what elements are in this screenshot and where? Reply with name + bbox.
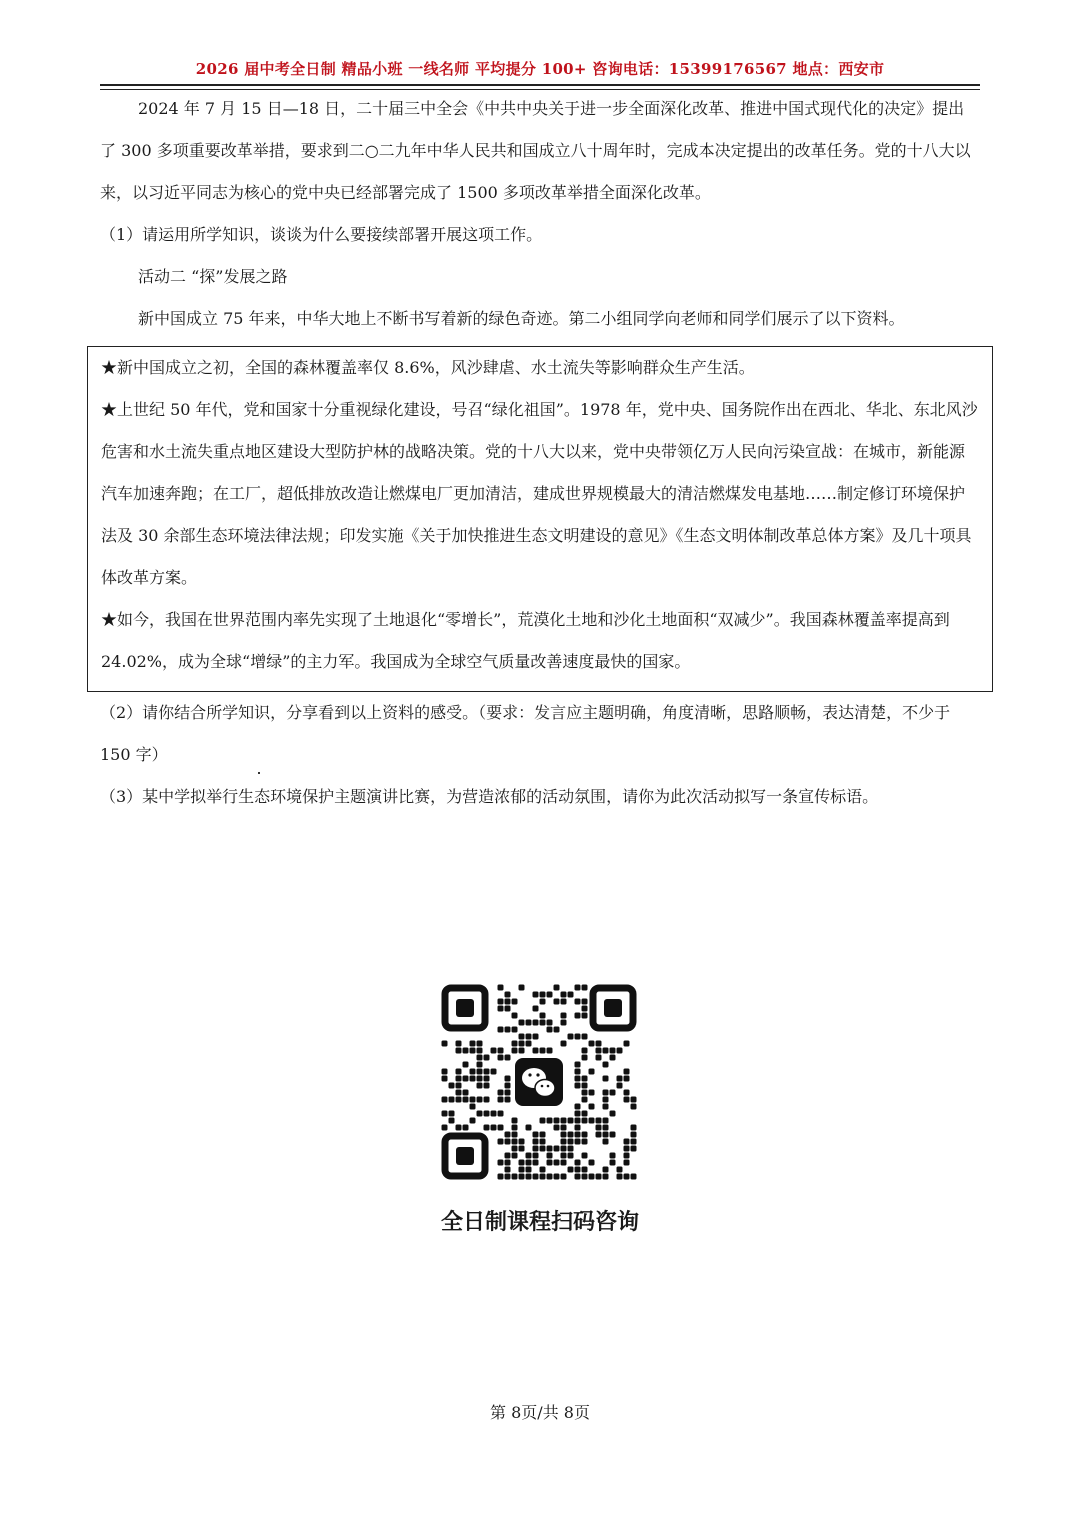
qr-module	[498, 1111, 504, 1117]
qr-module	[491, 1069, 497, 1075]
qr-module	[631, 1097, 637, 1103]
qr-module	[610, 1048, 616, 1054]
qr-module	[512, 1132, 518, 1138]
qr-module	[568, 1139, 574, 1145]
qr-module	[582, 999, 588, 1005]
qr-module	[624, 1174, 630, 1180]
qr-module	[491, 1111, 497, 1117]
qr-module	[505, 1055, 511, 1061]
qr-module	[575, 985, 581, 991]
qr-module	[554, 1160, 560, 1166]
qr-module	[603, 1125, 609, 1131]
qr-module	[512, 1153, 518, 1159]
qr-module	[596, 1041, 602, 1047]
qr-module	[624, 1041, 630, 1047]
qr-module	[477, 1048, 483, 1054]
qr-module	[498, 1125, 504, 1131]
qr-module	[575, 1174, 581, 1180]
qr-module	[582, 1055, 588, 1061]
qr-module	[596, 1055, 602, 1061]
qr-module	[484, 1055, 490, 1061]
stray-dot	[258, 772, 260, 774]
qr-module	[575, 1013, 581, 1019]
qr-module	[561, 1125, 567, 1131]
qr-module	[505, 1174, 511, 1180]
qr-module	[596, 1125, 602, 1131]
qr-module	[575, 999, 581, 1005]
qr-module	[512, 1146, 518, 1152]
qr-module	[505, 1006, 511, 1012]
qr-module	[484, 1076, 490, 1082]
qr-module	[512, 1048, 518, 1054]
qr-module	[449, 1083, 455, 1089]
qr-module	[470, 1069, 476, 1075]
qr-module	[603, 1174, 609, 1180]
qr-module	[568, 1167, 574, 1173]
qr-module	[456, 1048, 462, 1054]
qr-module	[533, 1160, 539, 1166]
qr-module	[505, 1076, 511, 1082]
qr-module	[554, 1146, 560, 1152]
qr-module	[470, 1048, 476, 1054]
qr-module	[582, 1097, 588, 1103]
qr-module	[624, 1076, 630, 1082]
qr-module	[470, 1041, 476, 1047]
qr-module	[505, 1160, 511, 1166]
qr-module	[533, 1153, 539, 1159]
qr-module	[456, 1041, 462, 1047]
qr-module	[505, 1132, 511, 1138]
qr-module	[470, 1104, 476, 1110]
qr-module	[568, 1132, 574, 1138]
qr-module	[582, 1111, 588, 1117]
qr-module	[575, 1125, 581, 1131]
qr-module	[610, 1160, 616, 1166]
qr-module	[582, 1174, 588, 1180]
qr-module	[575, 1167, 581, 1173]
qr-module	[603, 1139, 609, 1145]
qr-module	[442, 1076, 448, 1082]
qr-module	[533, 1048, 539, 1054]
qr-module	[512, 1013, 518, 1019]
qr-module	[561, 999, 567, 1005]
qr-module	[498, 1139, 504, 1145]
qr-module	[533, 1034, 539, 1040]
qr-code-graphic	[441, 984, 637, 1180]
qr-module	[575, 1160, 581, 1166]
qr-module	[554, 1174, 560, 1180]
qr-module	[582, 1090, 588, 1096]
qr-module	[463, 1125, 469, 1131]
document-body	[100, 88, 980, 818]
qr-module	[484, 1097, 490, 1103]
qr-module	[477, 1083, 483, 1089]
qr-module	[526, 1020, 532, 1026]
qr-module	[631, 1104, 637, 1110]
qr-module	[491, 1048, 497, 1054]
materials-box	[87, 346, 993, 692]
page-number: 第 8页/共 8页	[490, 1403, 590, 1422]
qr-module	[519, 985, 525, 991]
qr-module	[589, 1160, 595, 1166]
qr-module	[631, 1139, 637, 1145]
qr-module	[484, 1083, 490, 1089]
qr-module	[582, 1132, 588, 1138]
qr-module	[519, 1160, 525, 1166]
qr-module	[617, 1083, 623, 1089]
qr-module	[603, 1062, 609, 1068]
qr-module	[442, 1097, 448, 1103]
qr-module	[484, 1125, 490, 1131]
qr-module	[533, 992, 539, 998]
qr-module	[610, 1132, 616, 1138]
qr-module	[505, 1139, 511, 1145]
qr-module	[442, 1125, 448, 1131]
qr-module	[498, 1090, 504, 1096]
qr-module	[589, 1104, 595, 1110]
material-item: ★新中国成立之初，全国的森林覆盖率仅 8.6%，风沙肆虐、水土流失等影响群众生产生活。	[101, 358, 755, 377]
qr-module	[463, 1090, 469, 1096]
qr-module	[589, 1090, 595, 1096]
qr-module	[624, 1160, 630, 1166]
qr-module	[498, 1006, 504, 1012]
qr-module	[477, 1041, 483, 1047]
qr-module	[610, 1111, 616, 1117]
qr-module	[554, 985, 560, 991]
qr-module	[491, 1125, 497, 1131]
qr-module	[631, 1146, 637, 1152]
qr-module	[533, 1139, 539, 1145]
qr-module	[575, 1062, 581, 1068]
qr-module	[624, 1090, 630, 1096]
qr-module	[561, 1146, 567, 1152]
qr-module	[456, 1083, 462, 1089]
qr-module	[547, 1153, 553, 1159]
qr-module	[498, 985, 504, 991]
qr-module	[603, 1097, 609, 1103]
qr-module	[456, 1125, 462, 1131]
qr-module	[477, 1055, 483, 1061]
qr-module	[540, 1146, 546, 1152]
qr-module	[540, 1167, 546, 1173]
qr-module	[540, 1174, 546, 1180]
qr-module	[582, 1167, 588, 1173]
qr-module	[617, 1174, 623, 1180]
qr-module	[477, 1076, 483, 1082]
qr-module	[456, 1097, 462, 1103]
qr-module	[582, 1034, 588, 1040]
qr-module	[603, 1104, 609, 1110]
qr-module	[575, 1132, 581, 1138]
qr-module	[603, 1132, 609, 1138]
qr-module	[526, 1160, 532, 1166]
qr-module	[519, 1020, 525, 1026]
qr-module	[561, 1020, 567, 1026]
qr-module	[582, 1006, 588, 1012]
question-2: （2）请你结合所学知识，分享看到以上资料的感受。（要求：发言应主题明确，角度清晰，思路顺畅，表达清楚，不少于 150 字）	[100, 703, 951, 764]
qr-module	[582, 1118, 588, 1124]
qr-module	[456, 1090, 462, 1096]
qr-module	[575, 1069, 581, 1075]
qr-module	[449, 1111, 455, 1117]
qr-module	[561, 1139, 567, 1145]
qr-module	[561, 1174, 567, 1180]
qr-module	[547, 1160, 553, 1166]
header-divider	[100, 84, 980, 86]
qr-module	[617, 1076, 623, 1082]
qr-module	[540, 1118, 546, 1124]
intro-paragraph: 2024 年 7 月 15 日—18 日，二十届三中全会《中共中央关于进一步全面深化改革、推进中国式现代化的决定》提出了 300 多项重要改革举措，要求到二○二九年中华人民共和国成立八十周年时，完成本决定提出的改革任务。党的十八大以来，以习近平同志为核心的党中央已经部署完成了 1500 多项改革举措全面深化改革。	[100, 99, 971, 202]
qr-module	[568, 1034, 574, 1040]
qr-module	[547, 1146, 553, 1152]
qr-module	[554, 1027, 560, 1033]
activity-2-description: 新中国成立 75 年来，中华大地上不断书写着新的绿色奇迹。第二小组同学向老师和同学们展示了以下资料。	[138, 309, 905, 328]
qr-module	[533, 1146, 539, 1152]
qr-module	[484, 1111, 490, 1117]
qr-module	[554, 1118, 560, 1124]
qr-module	[582, 1076, 588, 1082]
qr-module	[498, 1055, 504, 1061]
qr-module	[477, 1111, 483, 1117]
qr-module	[603, 1118, 609, 1124]
qr-module	[519, 1139, 525, 1145]
qr-module	[512, 1139, 518, 1145]
qr-module	[526, 1034, 532, 1040]
qr-module	[603, 1090, 609, 1096]
qr-module	[561, 1132, 567, 1138]
qr-module	[526, 1041, 532, 1047]
qr-module	[547, 1118, 553, 1124]
qr-module	[589, 1041, 595, 1047]
qr-module	[547, 992, 553, 998]
qr-module	[533, 1132, 539, 1138]
qr-module	[526, 1174, 532, 1180]
qr-module	[442, 1041, 448, 1047]
qr-module	[610, 1055, 616, 1061]
qr-module	[624, 1153, 630, 1159]
qr-module	[533, 1174, 539, 1180]
qr-module	[463, 1048, 469, 1054]
qr-module	[519, 1167, 525, 1173]
qr-module	[477, 1097, 483, 1103]
qr-module	[512, 1125, 518, 1131]
qr-module	[575, 1034, 581, 1040]
qr-module	[498, 1097, 504, 1103]
qr-module	[575, 1111, 581, 1117]
qr-module	[561, 1013, 567, 1019]
question-3: （3）某中学拟举行生态环境保护主题演讲比赛，为营造浓郁的活动氛围，请你为此次活动拟写一条宣传标语。	[100, 787, 879, 806]
qr-module	[596, 1118, 602, 1124]
qr-module	[582, 985, 588, 991]
qr-module	[442, 1069, 448, 1075]
qr-module	[596, 1048, 602, 1054]
qr-module	[505, 1083, 511, 1089]
qr-module	[505, 1153, 511, 1159]
qr-module	[526, 1125, 532, 1131]
qr-module	[596, 1132, 602, 1138]
qr-module	[456, 1076, 462, 1082]
qr-module	[575, 1104, 581, 1110]
qr-module	[463, 1076, 469, 1082]
qr-module	[568, 992, 574, 998]
qr-module	[519, 1174, 525, 1180]
qr-module	[596, 1174, 602, 1180]
qr-module	[477, 1069, 483, 1075]
qr-module	[505, 1090, 511, 1096]
qr-module	[533, 1006, 539, 1012]
qr-module	[512, 999, 518, 1005]
qr-module	[582, 1013, 588, 1019]
qr-module	[603, 1076, 609, 1082]
qr-module	[582, 1153, 588, 1159]
qr-module	[512, 1118, 518, 1124]
qr-module	[575, 1083, 581, 1089]
qr-module	[498, 1174, 504, 1180]
qr-module	[505, 1027, 511, 1033]
question-1: （1）请运用所学知识，谈谈为什么要接续部署开展这项工作。	[100, 225, 543, 244]
qr-module	[512, 1041, 518, 1047]
qr-module	[519, 1048, 525, 1054]
qr-module	[624, 1146, 630, 1152]
qr-module	[610, 1153, 616, 1159]
qr-module	[603, 1167, 609, 1173]
qr-module	[589, 1069, 595, 1075]
qr-module	[561, 1118, 567, 1124]
qr-module	[561, 992, 567, 998]
qr-module	[547, 1027, 553, 1033]
qr-module	[505, 1167, 511, 1173]
qr-module	[463, 1097, 469, 1103]
qr-module	[519, 1041, 525, 1047]
qr-module	[589, 1118, 595, 1124]
qr-module	[540, 999, 546, 1005]
qr-module	[540, 1048, 546, 1054]
qr-module	[575, 1076, 581, 1082]
qr-module	[589, 1174, 595, 1180]
qr-code[interactable]	[441, 984, 637, 1180]
qr-module	[519, 1146, 525, 1152]
qr-module	[484, 1069, 490, 1075]
qr-caption: 全日制课程扫码咨询	[440, 1210, 639, 1235]
qr-module	[617, 1167, 623, 1173]
activity-2-title: 活动二 “探”发展之路	[138, 267, 288, 286]
qr-module	[442, 1111, 448, 1117]
qr-module	[631, 1174, 637, 1180]
qr-module	[624, 1097, 630, 1103]
qr-module	[547, 1048, 553, 1054]
qr-module	[505, 999, 511, 1005]
qr-module	[624, 1069, 630, 1075]
qr-module	[540, 1013, 546, 1019]
qr-module	[575, 1139, 581, 1145]
page-header: 2026 届中考全日制 精品小班 一线名师 平均提分 100+ 咨询电话：15399176567 地点：西安市	[195, 60, 885, 78]
qr-module	[463, 1062, 469, 1068]
qr-module	[540, 1139, 546, 1145]
qr-module	[582, 1048, 588, 1054]
qr-module	[526, 1167, 532, 1173]
qr-module	[624, 1139, 630, 1145]
qr-module	[470, 1097, 476, 1103]
qr-module	[582, 1139, 588, 1145]
qr-module	[519, 1034, 525, 1040]
qr-module	[498, 999, 504, 1005]
qr-module	[449, 1097, 455, 1103]
qr-module	[498, 1048, 504, 1054]
qr-module	[512, 1027, 518, 1033]
qr-module	[554, 999, 560, 1005]
material-item: ★如今，我国在世界范围内率先实现了土地退化“零增长”，荒漠化土地和沙化土地面积“双减少”。我国森林覆盖率提高到 24.02%，成为全球“增绿”的主力军。我国成为全球空气质量改善速度最快的国家。	[101, 610, 950, 671]
qr-module	[561, 1153, 567, 1159]
qr-module	[498, 1160, 504, 1166]
qr-module	[582, 1083, 588, 1089]
qr-module	[575, 1118, 581, 1124]
qr-module	[610, 1090, 616, 1096]
qr-module	[631, 1132, 637, 1138]
qr-module	[505, 992, 511, 998]
qr-module	[470, 1076, 476, 1082]
qr-module	[568, 1146, 574, 1152]
qr-module	[512, 1174, 518, 1180]
qr-module	[561, 1041, 567, 1047]
qr-module	[561, 1160, 567, 1166]
qr-module	[540, 992, 546, 998]
qr-module	[547, 1020, 553, 1026]
qr-module	[470, 1118, 476, 1124]
qr-module	[540, 1132, 546, 1138]
qr-module	[554, 1125, 560, 1131]
qr-module	[477, 1062, 483, 1068]
qr-module	[533, 1020, 539, 1026]
qr-module	[547, 1174, 553, 1180]
qr-module	[568, 1153, 574, 1159]
qr-module	[603, 1048, 609, 1054]
qr-module	[568, 1118, 574, 1124]
qr-module	[617, 1048, 623, 1054]
qr-module	[449, 1118, 455, 1124]
qr-module	[631, 1125, 637, 1131]
qr-module	[540, 1020, 546, 1026]
qr-module	[456, 1069, 462, 1075]
qr-module	[498, 1027, 504, 1033]
material-item: ★上世纪 50 年代，党和国家十分重视绿化建设，号召“绿化祖国”。1978 年，党中央、国务院作出在西北、华北、东北风沙危害和水土流失重点地区建设大型防护林的战略决策。党的十八大以来，党中央带领亿万人民向污染宣战：在城市，新能源汽车加速奔跑；在工厂，超低排放改造让燃煤电厂更加清洁，建成世界规模最大的清洁燃煤发电基地……制定修订环境保护法及 30 余部生态环境法律法规；印发实施《关于加快推进生态文明建设的意见》《生态文明体制改革总体方案》及几十项具体改革方案。	[101, 400, 978, 587]
qr-module	[505, 1097, 511, 1103]
qr-module	[526, 1153, 532, 1159]
